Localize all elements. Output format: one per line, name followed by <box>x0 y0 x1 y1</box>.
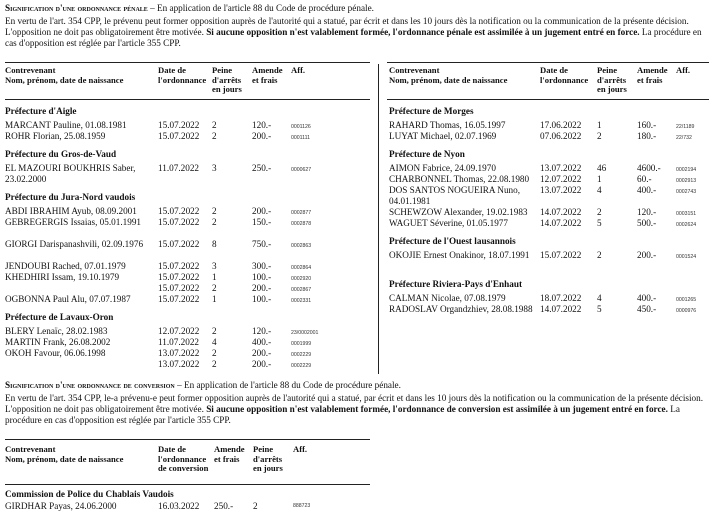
row-aff: 0002624 <box>676 222 697 228</box>
row-amende: 500.- <box>637 218 657 228</box>
header-person: Contrevenant Nom, prénom, date de naissance <box>5 444 124 464</box>
row-peine: 2 <box>597 131 602 141</box>
row-amende: 450.- <box>637 304 657 314</box>
header-amende: Amende et frais <box>214 444 245 464</box>
row-date: 15.07.2022 <box>540 250 582 260</box>
section-title: Préfecture du Gros-de-Vaud <box>5 149 117 159</box>
row-peine: 1 <box>597 174 602 184</box>
conversion-intro-plain: En vertu de l'art. 354 CPP, le-a prévenu-e peut former opposition auprès de l'autorité qui a statué, par écrit et dans les 10 jours dès la notification ou la communication de la présente décision. L'opposition ne doit pas obligatoirement être motivée. <box>5 393 704 414</box>
row-date: 11.07.2022 <box>158 337 200 347</box>
row-date: 15.07.2022 <box>158 206 200 216</box>
row-name: CALMAN Nicolae, 07.08.1979 <box>389 293 506 303</box>
header-aff: Aff. <box>291 65 306 75</box>
divider <box>5 439 370 440</box>
divider <box>5 484 370 485</box>
row-name: RAHARD Thomas, 16.05.1997 <box>389 120 506 130</box>
row-amende: 250.- <box>252 163 272 173</box>
row-date: 13.07.2022 <box>540 163 582 173</box>
conversion-table <box>5 439 370 517</box>
row-peine: 46 <box>597 163 607 173</box>
row-peine: 1 2 <box>212 272 217 293</box>
row-peine: 4 <box>597 293 602 303</box>
row-name: CHARBONNEL Thomas, 22.08.1980 <box>389 174 530 184</box>
penal-intro-tail: La procédure en cas d'opposition est réglée par l'article 355 CPP. <box>5 26 702 48</box>
row-date: 18.07.2022 <box>540 293 582 303</box>
row-amende: 300.- <box>252 261 272 271</box>
row-amende: 100.- <box>252 294 272 304</box>
row-aff: 0002878 <box>291 221 312 227</box>
row-aff: 0002864 <box>291 265 312 271</box>
row-name: MARTIN Frank, 26.08.2002 <box>5 337 111 347</box>
row-amende: 400.- <box>637 293 657 303</box>
row-name: GIORGI Darispanashvili, 02.09.1976 <box>5 239 144 249</box>
penal-left-column <box>5 62 370 380</box>
section-title: Préfecture Riviera-Pays d'Enhaut <box>389 279 523 289</box>
row-aff: 0002194 <box>676 167 697 173</box>
row-amende: 180.- <box>637 131 657 141</box>
row-aff: 0002331 <box>291 298 312 304</box>
row-name: LUYAT Michael, 02.07.1969 <box>389 131 497 141</box>
conversion-subtitle: – En application de l'article 88 du Code de procédure pénale. <box>174 380 401 390</box>
row-amende: 200.- <box>252 131 272 141</box>
row-peine: 2 <box>212 326 217 336</box>
divider <box>5 99 370 100</box>
row-aff: 0001126 <box>291 124 311 130</box>
row-name: KHEDHIRI Issam, 19.10.1979 <box>5 272 120 282</box>
row-aff: 0001111 <box>291 135 311 141</box>
row-name: GIRDHAR Payas, 24.06.2000 <box>5 501 117 511</box>
row-amende: 120.- <box>252 326 272 336</box>
row-aff: 0001999 <box>291 341 312 347</box>
row-peine: 2 2 <box>212 348 217 369</box>
header-date: Date de l'ordonnance de conversion <box>158 444 209 474</box>
row-date: 15.07.2022 <box>158 239 200 249</box>
row-peine: 3 <box>212 261 217 271</box>
row-name: ROHR Florian, 25.08.1959 <box>5 131 106 141</box>
penal-heading <box>5 3 708 14</box>
row-amende: 160.- <box>637 120 657 130</box>
row-amende: 250.- <box>214 501 234 511</box>
header-person: Contrevenant Nom, prénom, date de naissance <box>5 65 124 85</box>
row-peine: 2 <box>212 217 217 227</box>
row-name: EL MAZOURI BOUKHRIS Saber, 23.02.2000 <box>5 163 136 184</box>
row-aff: 888723 <box>293 503 311 509</box>
row-date: 17.06.2022 <box>540 120 582 130</box>
row-aff: 22/1189 <box>676 124 695 130</box>
section-title: Préfecture de Nyon <box>389 149 465 159</box>
column-divider <box>378 64 379 374</box>
penal-subtitle: – En application de l'article 88 du Code de procédure pénale. <box>147 3 374 13</box>
section-title: Préfecture de l'Ouest lausannois <box>389 236 516 246</box>
conversion-title: Signification d'une ordonnance de conversion <box>5 380 175 390</box>
row-aff: 0002863 <box>291 243 312 249</box>
row-name: GEBREGERGIS Issaias, 05.01.1991 <box>5 217 142 227</box>
conversion-intro-bold: Si aucune opposition n'est valablement formée, l'ordonnance de conversion est assimilée à un jugement entré en force. <box>206 403 668 414</box>
row-peine: 1 <box>212 294 217 304</box>
row-peine: 1 <box>597 120 602 130</box>
row-name: OKOH Favour, 06.06.1998 <box>5 348 106 358</box>
row-date: 15.07.2022 <box>158 131 200 141</box>
row-peine: 4 <box>212 337 217 347</box>
row-aff: 0002229 0002229 <box>291 352 312 369</box>
row-peine: 5 <box>597 304 602 314</box>
row-date: 14.07.2022 <box>540 304 582 314</box>
header-peine: Peine d'arrêts en jours <box>253 444 283 474</box>
row-name: ABDI IBRAHIM Ayub, 08.09.2001 <box>5 206 137 216</box>
row-name: WAGUET Séverine, 01.05.1977 <box>389 218 508 228</box>
header-date: Date de l'ordonnance <box>158 65 207 85</box>
row-date: 15.07.2022 <box>158 120 200 130</box>
row-name: JENDOUBI Rached, 07.01.1979 <box>5 261 126 271</box>
header-person: Contrevenant Nom, prénom, date de naissance <box>389 65 508 85</box>
row-date: 16.03.2022 <box>158 501 200 511</box>
row-name: MARCANT Pauline, 01.08.1981 <box>5 120 127 130</box>
section-title: Préfecture du Jura-Nord vaudois <box>5 192 136 202</box>
row-name: SCHEWZOW Alexander, 19.02.1983 <box>389 207 528 217</box>
header-date: Date de l'ordonnance <box>540 65 589 85</box>
row-date: 12.07.2022 <box>540 174 582 184</box>
header-peine: Peine d'arrêts en jours <box>212 65 242 95</box>
header-aff: Aff. <box>293 444 308 454</box>
row-aff: 0000627 <box>291 167 312 173</box>
header-amende: Amende et frais <box>252 65 283 85</box>
row-aff: 23/0002001 <box>291 330 319 336</box>
conversion-intro-tail: La procédure en cas d'opposition est réglée par l'article 355 CPP. <box>5 403 680 425</box>
row-date: 13.07.2022 <box>540 185 582 195</box>
penal-intro-bold: Si aucune opposition n'est valablement formée, l'ordonnance pénale est assimilée à un jugement entré en force. <box>206 26 640 37</box>
row-aff: 0002877 <box>291 210 312 216</box>
row-amende: 200.- <box>252 206 272 216</box>
row-aff: 0002920 0002867 <box>291 276 312 293</box>
conversion-intro <box>5 393 708 426</box>
row-date: 14.07.2022 <box>540 218 582 228</box>
section-title: Préfecture de Morges <box>389 106 474 116</box>
row-name: OGBONNA Paul Alu, 07.07.1987 <box>5 294 131 304</box>
row-date: 15.07.2022 <box>158 217 200 227</box>
row-peine: 4 <box>597 185 602 195</box>
row-amende: 60.- <box>637 174 652 184</box>
row-peine: 2 <box>597 207 602 217</box>
row-peine: 3 <box>212 163 217 173</box>
row-date: 14.07.2022 <box>540 207 582 217</box>
row-peine: 2 <box>212 131 217 141</box>
conversion-heading <box>5 380 708 391</box>
penal-title: Signification d'une ordonnance pénale <box>5 3 148 13</box>
row-peine: 2 <box>212 120 217 130</box>
row-date: 15.07.2022 15.07.2022 <box>158 272 200 293</box>
row-amende: 200.- 200.- <box>252 348 272 369</box>
row-amende: 150.- <box>252 217 272 227</box>
row-date: 13.07.2022 13.07.2022 <box>158 348 200 369</box>
section-title: Préfecture de Lavaux-Oron <box>5 312 114 322</box>
penal-intro-plain: En vertu de l'art. 354 CPP, le prévenu peut former opposition auprès de l'autorité qui a statué, par écrit et dans les 10 jours dès la notification ou la communication de la présente décision. L'opposition ne doit pas obligatoirement être motivée. <box>5 16 689 37</box>
row-amende: 400.- <box>252 337 272 347</box>
divider <box>387 62 709 63</box>
divider <box>387 99 709 100</box>
row-aff: 22/732 <box>676 135 692 141</box>
row-date: 12.07.2022 <box>158 326 200 336</box>
row-aff: 0002743 <box>676 189 697 195</box>
row-aff: 0000976 <box>676 308 697 314</box>
row-amende: 120.- <box>252 120 272 130</box>
penal-right-column <box>387 62 709 380</box>
row-amende: 120.- <box>637 207 657 217</box>
row-name: AIMON Fabrice, 24.09.1970 <box>389 163 496 173</box>
row-aff: 0003151 <box>676 211 697 217</box>
row-name: OKOJIE Ernest Onakinor, 18.07.1991 <box>389 250 530 260</box>
row-amende: 100.- 200.- <box>252 272 272 293</box>
row-peine: 8 <box>212 239 217 249</box>
row-name: DOS SANTOS NOGUEIRA Nuno, 04.01.1981 <box>389 185 521 206</box>
row-peine: 2 <box>212 206 217 216</box>
row-amende: 750.- <box>252 239 272 249</box>
row-name: BLERY Lenaïc, 28.02.1983 <box>5 326 108 336</box>
header-aff: Aff. <box>676 65 691 75</box>
section-title: Commission de Police du Chablais Vaudois <box>5 489 174 499</box>
penal-intro <box>5 16 708 49</box>
row-amende: 200.- <box>637 250 657 260</box>
divider <box>5 62 370 63</box>
row-peine: 2 <box>597 250 602 260</box>
header-amende: Amende et frais <box>637 65 668 85</box>
row-date: 15.07.2022 <box>158 294 200 304</box>
header-peine: Peine d'arrêts en jours <box>597 65 627 95</box>
row-amende: 400.- <box>637 185 657 195</box>
row-name: RADOSLAV Organdzhiev, 28.08.1988 <box>389 304 533 314</box>
row-peine: 5 <box>597 218 602 228</box>
row-aff: 0001524 <box>676 254 697 260</box>
row-date: 07.06.2022 <box>540 131 582 141</box>
row-aff: 0002913 <box>676 178 697 184</box>
section-title: Préfecture d'Aigle <box>5 106 77 116</box>
row-peine: 2 <box>253 501 258 511</box>
row-amende: 4600.- <box>637 163 661 173</box>
row-date: 11.07.2022 <box>158 163 200 173</box>
row-date: 15.07.2022 <box>158 261 200 271</box>
row-aff: 0001265 <box>676 297 697 303</box>
